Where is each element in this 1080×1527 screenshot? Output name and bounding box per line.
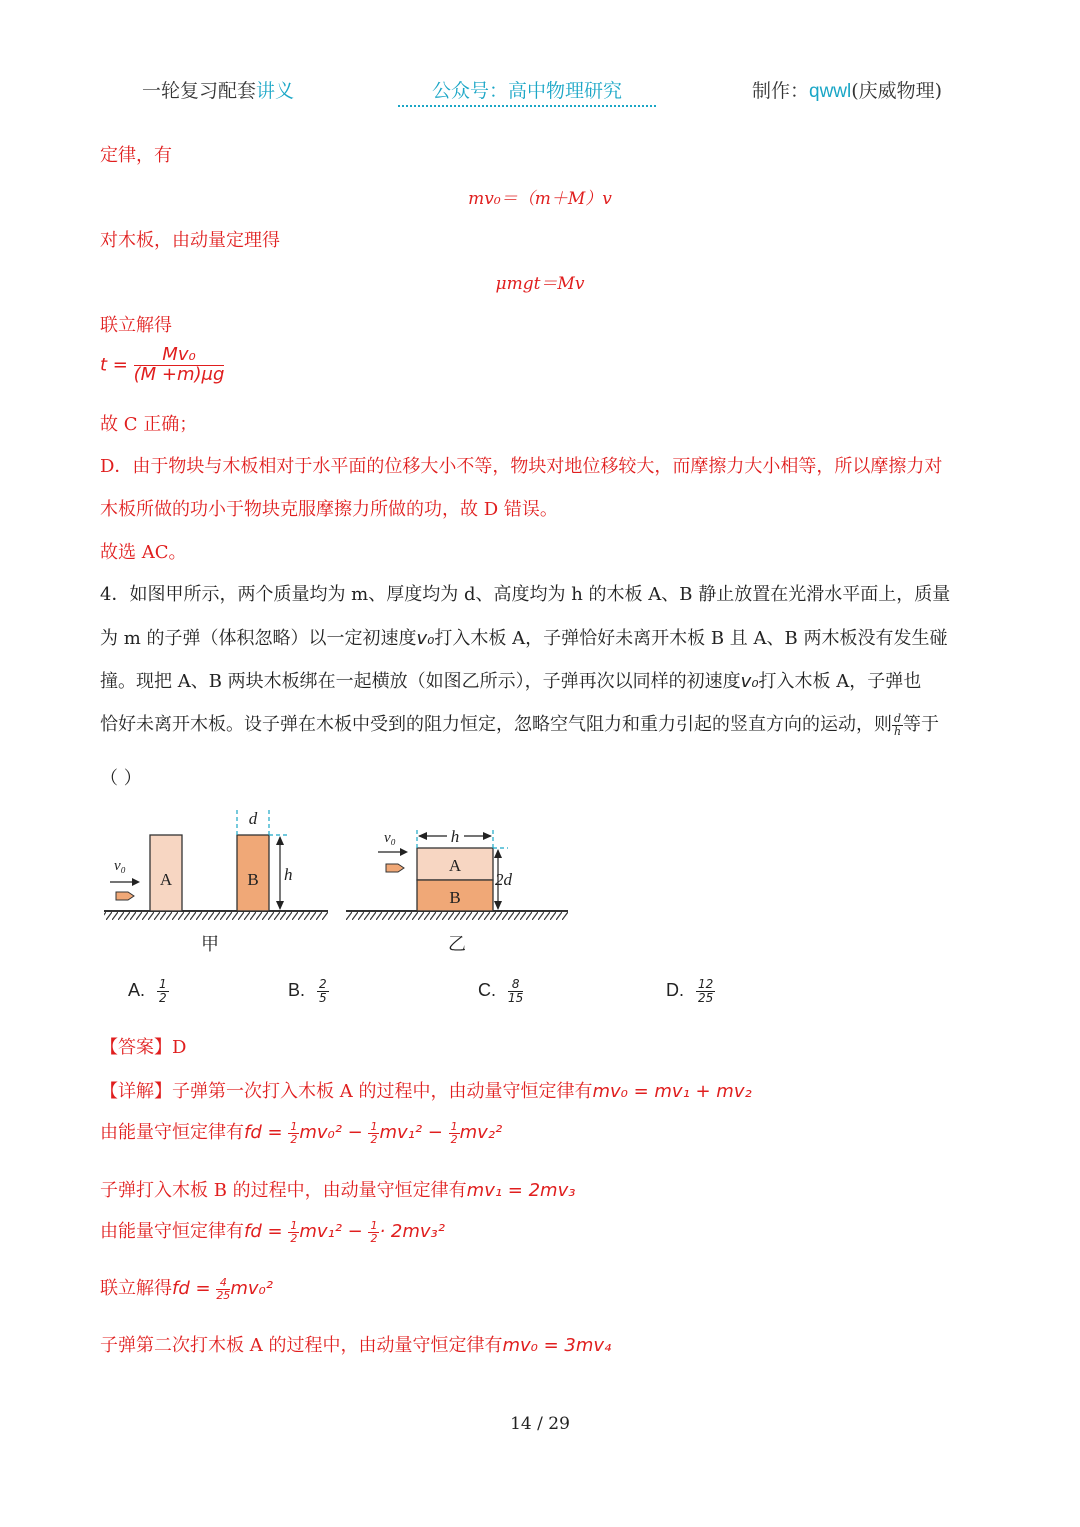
question-line-4: 恰好未离开木板。设子弹在木板中受到的阻力恒定，忽略空气阻力和重力引起的竖直方向的运动，则 $\frac{d}{h}$ 等于	[100, 711, 940, 738]
d-label: d	[248, 809, 258, 828]
figure-jia-label: 甲	[201, 934, 219, 955]
question-line-3: 撞。现把 A、B 两块木板绑在一起横放（如图乙所示），子弹再次以同样的初速度v₀打入木板 A，子弹也	[100, 671, 922, 692]
header-right: 制作：qwwl(庆威物理)	[752, 80, 943, 102]
option-c[interactable]: C. $\frac{8}{15}$	[478, 977, 524, 1005]
option-a[interactable]: A. $\frac{1}{2}$	[128, 977, 167, 1005]
d-over-h-fraction: $\frac{d}{h}$	[893, 711, 902, 738]
figure-yi-label: 乙	[448, 934, 466, 955]
h-arrow-head-down	[276, 901, 284, 910]
bullet-yi	[386, 864, 404, 872]
board-b-label-jia: B	[247, 870, 259, 889]
option-b-fraction: $\frac{2}{5}$	[319, 977, 327, 1005]
answer-label: 【答案】D	[100, 1037, 187, 1058]
h-arrow-head-right	[483, 832, 492, 840]
figure-diagram	[100, 800, 580, 960]
2d-label: 2d	[495, 870, 512, 889]
detail-step-6: 子弹第二次打木板 A 的过程中，由动量守恒定律有mv₀ = 3mv₄	[100, 1335, 612, 1356]
h-label-yi: h	[450, 827, 460, 846]
answer-parentheses: （ ）	[100, 768, 142, 789]
detail-step-1: 【详解】子弹第一次打入木板 A 的过程中，由动量守恒定律有mv₀ = mv₁ + mv₂	[100, 1081, 752, 1102]
header-left: 一轮复习配套讲义	[142, 80, 295, 102]
board-a-label-jia: A	[159, 870, 173, 889]
h-label-jia: h	[284, 865, 293, 884]
solution-conclusion: 故选 AC。	[100, 542, 187, 563]
header-center: 公众号：高中物理研究	[398, 76, 656, 107]
2d-arrow-head-up	[494, 849, 502, 858]
h-arrow-head-up	[276, 836, 284, 845]
solution-line-1: 定律，有	[100, 145, 172, 166]
question-line-2: 为 m 的子弹（体积忽略）以一定初速度v₀打入木板 A，子弹恰好未离开木板 B 且 A、B 两木板没有发生碰	[100, 628, 948, 649]
question-line-1: 4．如图甲所示，两个质量均为 m、厚度均为 d、高度均为 h 的木板 A、B 静止放置在光滑水平面上，质量	[100, 584, 951, 605]
option-d[interactable]: D. $\frac{12}{25}$	[666, 977, 714, 1005]
v0-arrow-head-yi	[400, 848, 408, 856]
option-d-fraction: $\frac{12}{25}$	[698, 977, 714, 1005]
solution-line-2: 对木板，由动量定理得	[100, 230, 280, 251]
ground-hatch-yi	[346, 912, 568, 920]
v0-label-yi: v₀	[384, 830, 396, 846]
option-c-fraction: $\frac{8}{15}$	[508, 977, 524, 1005]
equation-time: t = $\frac{\text{Mv₀}}{(M +m)\mu g}$	[100, 344, 225, 385]
v0-arrow-head-jia	[132, 878, 140, 886]
solution-line-4: 故 C 正确；	[100, 414, 198, 435]
equation-impulse: μmgt＝Mv	[495, 274, 585, 294]
figure-yi	[346, 827, 568, 955]
h-arrow-head-left	[418, 832, 427, 840]
figure-jia	[104, 809, 328, 955]
detail-step-4: 由能量守恒定律有fd = $\frac{1}{2}$ mv₁² − $\frac{1}{2}$ · 2mv₃²	[100, 1218, 445, 1245]
2d-arrow-head-down	[494, 901, 502, 910]
v0-label-jia: v₀	[114, 858, 126, 874]
option-a-fraction: $\frac{1}{2}$	[159, 977, 167, 1005]
page-number: 14 / 29	[510, 1414, 570, 1434]
detail-step-2: 由能量守恒定律有fd = $\frac{1}{2}$ mv₀² − $\frac{1}{2}$ mv₁² − $\frac{1}{2}$ mv₂²	[100, 1119, 503, 1146]
solution-line-3: 联立解得	[100, 315, 172, 336]
detail-step-3: 子弹打入木板 B 的过程中，由动量守恒定律有mv₁ = 2mv₃	[100, 1180, 576, 1201]
board-a-label-yi: A	[448, 856, 462, 875]
option-b[interactable]: B. $\frac{2}{5}$	[288, 977, 327, 1005]
time-fraction: $\frac{\text{Mv₀}}{(M +m)\mu g}$	[133, 344, 225, 385]
equation-momentum: mv₀＝（m＋M）v	[468, 189, 612, 209]
solution-d-line-1: D．由于物块与木板相对于水平面的位移大小不等，物块对地位移较大，而摩擦力大小相等，所以摩擦力对	[100, 456, 943, 477]
board-b-label-yi: B	[449, 888, 461, 907]
solution-d-line-2: 木板所做的功小于物块克服摩擦力所做的功，故 D 错误。	[100, 499, 558, 520]
detail-step-5: 联立解得fd = $\frac{4}{25}$ mv₀²	[100, 1275, 273, 1302]
bullet-jia	[116, 892, 134, 900]
ground-hatch-jia	[104, 912, 328, 920]
